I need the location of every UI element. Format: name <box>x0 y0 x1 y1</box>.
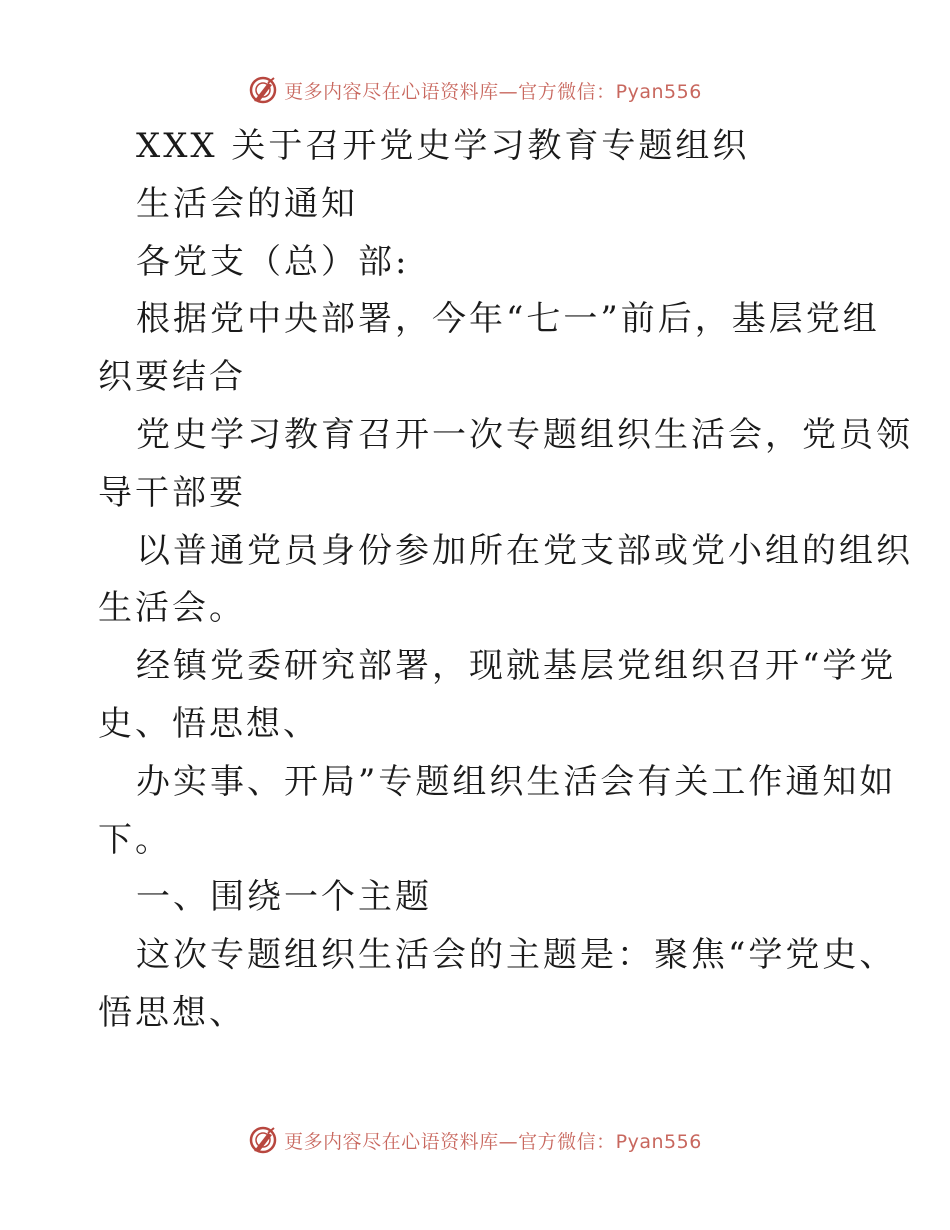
salutation: 各党支（总）部: <box>136 241 410 282</box>
document-body <box>98 118 913 1043</box>
paragraph-line: 生活会。 <box>98 588 246 629</box>
paragraph-line: 办实事、开局”专题组织生活会有关工作通知如 <box>136 761 897 802</box>
paragraph-line: 这次专题组织生活会的主题是：聚焦“学党史、 <box>136 935 897 976</box>
footer-banner-text: 更多内容尽在心语资料库—官方微信：Pyan556 <box>284 1130 702 1153</box>
footer-banner <box>0 1120 950 1160</box>
paragraph-line: 史、悟思想、 <box>98 703 320 744</box>
quill-seal-icon <box>248 75 278 105</box>
paragraph-line: 党史学习教育召开一次专题组织生活会，党员领 <box>136 414 913 455</box>
header-banner <box>0 70 950 110</box>
section-heading: 一、围绕一个主题 <box>136 877 432 918</box>
paragraph-line: 下。 <box>98 819 172 860</box>
title-line-2: 生活会的通知 <box>136 183 358 224</box>
quill-seal-icon <box>248 1125 278 1155</box>
header-banner-text: 更多内容尽在心语资料库—官方微信：Pyan556 <box>284 80 702 103</box>
paragraph-line: 经镇党委研究部署，现就基层党组织召开“学党 <box>136 646 897 687</box>
paragraph-line: 以普通党员身份参加所在党支部或党小组的组织 <box>136 530 913 571</box>
title-line-1: XXX 关于召开党史学习教育专题组织 <box>136 126 750 166</box>
paragraph-line: 织要结合 <box>98 357 246 398</box>
paragraph-line: 悟思想、 <box>98 992 246 1033</box>
paragraph-line: 导干部要 <box>98 472 246 513</box>
paragraph-line: 根据党中央部署，今年“七一”前后，基层党组 <box>136 299 880 340</box>
